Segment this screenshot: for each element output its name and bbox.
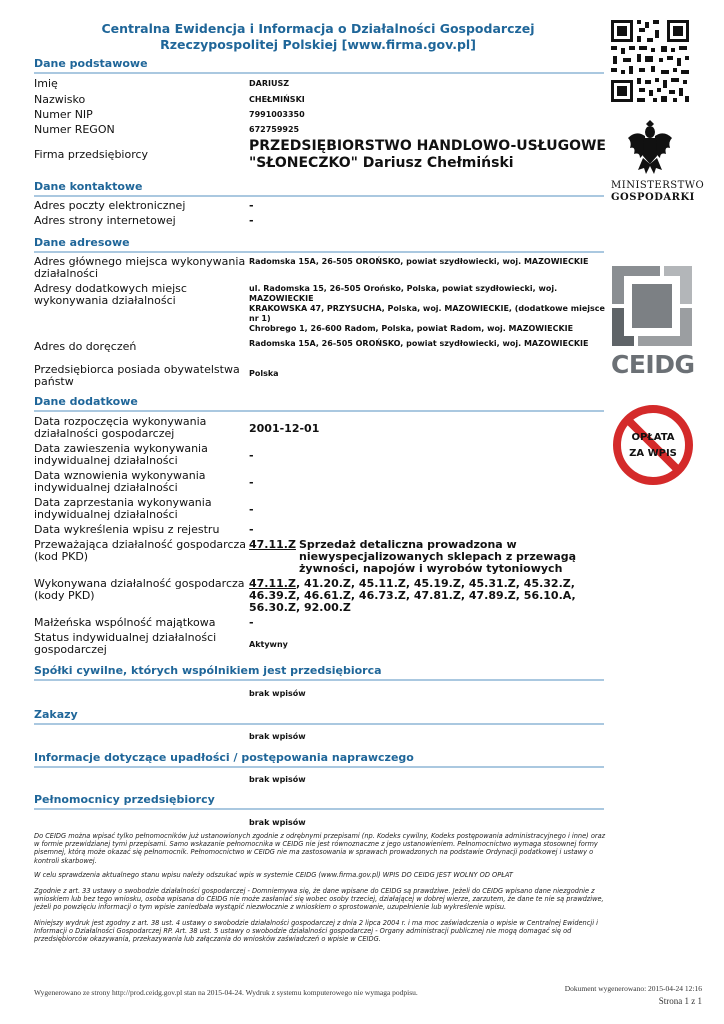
field-value: - [249, 503, 254, 516]
pkd-code-list: 47.11.Z, 41.20.Z, 45.11.Z, 45.19.Z, 45.31.Z, 45.32.Z, 46.39.Z, 46.61.Z, 46.73.Z, 47.81.Z, 47.89.Z, 56.10.A, 56.30.Z, 92.00.Z [249, 577, 576, 614]
address-line: KRAKOWSKA 47, PRZYSUCHA, Polska, woj. MAZOWIECKIE, (dodatkowe miejsce nr 1) [249, 304, 605, 323]
section-pelnomocnicy [34, 793, 604, 827]
field-label: Data wykreślenia wpisu z rejestru [34, 523, 220, 536]
field-label: Nazwisko [34, 93, 86, 106]
field-value: Polska [249, 369, 279, 378]
field-label: Firma przedsiębiorcy [34, 148, 149, 161]
field-label: Numer NIP [34, 108, 93, 121]
field-value: - [249, 523, 254, 536]
field-label: Wykonywana działalność gospodarcza (kody PKD) [34, 577, 245, 602]
field-label: Adres poczty elektronicznej [34, 199, 186, 212]
field-label: Adres do doręczeń [34, 340, 137, 353]
stamp-line-1: OPŁATA [631, 432, 675, 443]
note-art38: Niniejszy wydruk jest zgodny z art. 38 ust. 4 ustawy o swobodzie działalności gospodarczej z dnia 2 lipca 2004 r. i ma moc zaświadczenia o wpisie w Centralnej Ewidencji i Informacji o Działalności Gospodarczej RP. Art. 38 ust. 5 ustawy o swobodzie działalności gospodarczej - Organy administracji publicznej nie mogą domagać się od przedsiębiorców okazywania, przekazywania lub załączania do wniosków zaświadczeń o wpisie w CEIDG. [34, 919, 598, 944]
ceidg-logo-text: CEIDG [611, 350, 695, 379]
section-heading: Spółki cywilne, których wspólnikiem jest przedsiębiorca [34, 664, 604, 681]
field-label: Adres strony internetowej [34, 214, 176, 227]
section-dane-dodatkowe [34, 395, 604, 412]
field-label: Imię [34, 77, 58, 90]
no-fee-stamp-text [612, 430, 694, 462]
field-value: - [249, 214, 254, 227]
generated-date: Dokument wygenerowano: 2015-04-24 12:16 [564, 984, 702, 993]
section-heading: Informacje dotyczące upadłości / postępowania naprawczego [34, 751, 604, 768]
section-dane-kontaktowe [34, 180, 604, 197]
empty-entries: brak wpisów [249, 775, 306, 784]
section-dane-adresowe [34, 236, 604, 253]
empty-entries: brak wpisów [249, 732, 306, 741]
address-line: Chrobrego 1, 26-600 Radom, Polska, powiat Radom, woj. MAZOWIECKIE [249, 324, 574, 333]
field-label: Przeważająca działalność gospodarcza (kod PKD) [34, 538, 247, 563]
field-value [249, 284, 609, 334]
field-value: - [249, 449, 254, 462]
empty-entries: brak wpisów [249, 689, 306, 698]
field-value: DARIUSZ [249, 79, 290, 88]
section-heading: Zakazy [34, 708, 604, 725]
field-value: 672759925 [249, 125, 300, 134]
field-value: - [249, 199, 254, 212]
field-label: Numer REGON [34, 123, 115, 136]
field-value: Aktywny [249, 640, 288, 649]
field-label: Data rozpoczęcia wykonywania działalności gospodarczej [34, 415, 207, 440]
pkd-code-link[interactable]: 47.11.Z [249, 577, 296, 590]
section-spolki [34, 664, 604, 698]
eagle-emblem-icon [626, 120, 674, 178]
field-label: Data wznowienia wykonywania indywidualnej działalności [34, 469, 206, 494]
stamp-line-2: ZA WPIS [629, 448, 677, 459]
field-value: 7991003350 [249, 110, 305, 119]
page-title [34, 21, 602, 53]
pkd-description: Sprzedaż detaliczna prowadzona w niewyspecjalizowanych sklepach z przewagą żywności, napojów i wyrobów tytoniowych [299, 538, 577, 575]
title-line-1: Centralna Ewidencja i Informacja o Działalności Gospodarczej [101, 21, 535, 36]
field-label: Adres głównego miejsca wykonywania działalności [34, 255, 246, 280]
field-label: Status indywidualnej działalności gospodarczej [34, 631, 217, 656]
pkd-code-link[interactable]: 47.11.Z [249, 538, 296, 551]
section-heading: Dane adresowe [34, 236, 604, 253]
note-pelnomocnictwo: Do CEIDG można wpisać tylko pełnomocników już ustanowionych zgodnie z odrębnymi przepisami (np. Kodeks cywilny, Kodeks postępowania administracyjnego i inne) oraz w formie przewidzianej tymi przepisami. Samo wskazanie pełnomocnika w CEIDG nie jest równoznaczne z jego ustanowieniem. Pełnomocnictwo wymaga stosownej formy pisemnej, którą może okazać się pełnomocnik. Pełnomocnictwo w CEIDG nie ma zastosowania w sprawach prowadzonych na podstawie Ordynacji podatkowej i ustawy o kontroli skarbowej. [34, 832, 606, 865]
field-value: - [249, 476, 254, 489]
field-value: Radomska 15A, 26-505 OROŃSKO, powiat szydłowiecki, woj. MAZOWIECKIE [249, 339, 589, 348]
company-name: PRZEDSIĘBIORSTWO HANDLOWO-USŁUGOWE "SŁONECZKO" Dariusz Chełmiński [249, 138, 606, 171]
section-heading: Dane podstawowe [34, 57, 604, 74]
section-heading: Dane dodatkowe [34, 395, 604, 412]
field-value: CHEŁMIŃSKI [249, 95, 305, 104]
field-value: - [249, 616, 254, 629]
empty-entries: brak wpisów [249, 818, 306, 827]
note-aktualnosc: W celu sprawdzenia aktualnego stanu wpisu należy odszukać wpis w systemie CEIDG (www.firma.gov.pl) WPIS DO CEIDG JEST WOLNY OD OPŁAT [34, 871, 513, 879]
field-label: Adresy dodatkowych miejsc wykonywania działalności [34, 282, 187, 307]
footer-source: Wygenerowano ze strony http://prod.ceidg.gov.pl stan na 2015-04-24. Wydruk z systemu komputerowego nie wymaga podpisu. [34, 988, 418, 997]
ministry-line-1: MINISTERSTWO [611, 180, 705, 191]
field-label: Data zawieszenia wykonywania indywidualnej działalności [34, 442, 208, 467]
field-label: Przedsiębiorca posiada obywatelstwa państw [34, 363, 240, 388]
field-label: Data zaprzestania wykonywania indywidualnej działalności [34, 496, 212, 521]
section-dane-podstawowe [34, 57, 604, 74]
title-line-2: Rzeczypospolitej Polskiej [www.firma.gov.pl] [160, 37, 476, 52]
address-line: ul. Radomska 15, 26-505 Orońsko, Polska, powiat szydłowiecki, woj. MAZOWIECKIE [249, 284, 558, 303]
note-art33: Zgodnie z art. 33 ustawy o swobodzie działalności gospodarczej - Domniemywa się, że dane wpisane do CEIDG są prawdziwe. Jeżeli do CEIDG wpisano dane niezgodnie z wnioskiem lub bez tego wniosku, osoba wpisana do CEIDG nie może zasłaniać się wobec osoby trzeciej, działającej w dobrej wierze, zarzutem, że dane te nie są prawdziwe, jeżeli po powzięciu informacji o tym wpisie zaniedbała wystąpić niezwłocznie z wnioskiem o sprostowanie, uzupełnienie lub wykreślenie wpisu. [34, 887, 604, 912]
section-zakazy [34, 708, 604, 741]
section-heading: Pełnomocnicy przedsiębiorcy [34, 793, 604, 810]
footer-meta [565, 984, 702, 1006]
field-label: Małżeńska wspólność majątkowa [34, 616, 216, 629]
ministry-name [611, 180, 705, 204]
page-number: Strona 1 z 1 [658, 996, 702, 1006]
section-heading: Dane kontaktowe [34, 180, 604, 197]
field-value: 2001-12-01 [249, 422, 320, 435]
qr-code-icon [609, 18, 691, 104]
ministry-line-2: GOSPODARKI [611, 192, 695, 203]
field-value: Radomska 15A, 26-505 OROŃSKO, powiat szydłowiecki, woj. MAZOWIECKIE [249, 257, 589, 266]
section-upadlosc [34, 751, 604, 784]
ceidg-logo-icon [612, 266, 692, 346]
